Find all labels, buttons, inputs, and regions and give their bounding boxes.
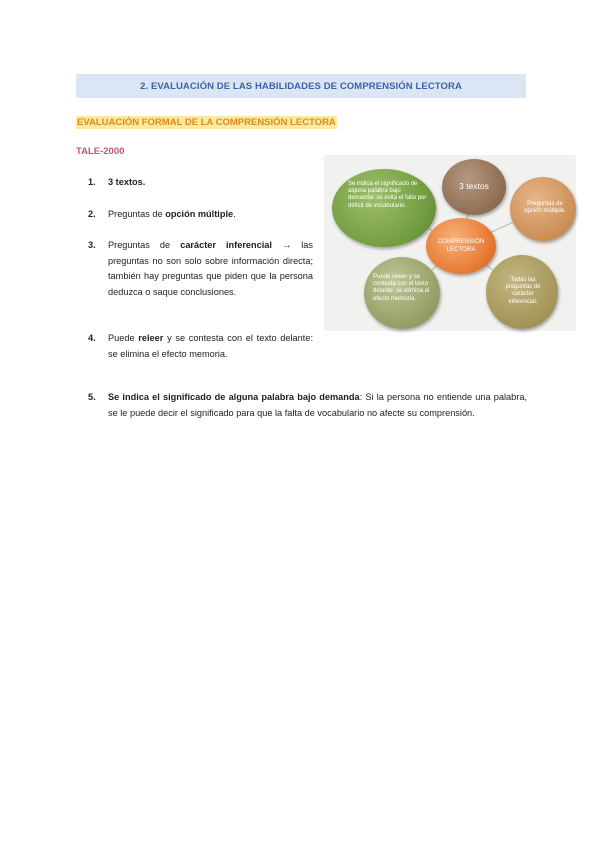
item-text-pre: Preguntas de: [108, 240, 181, 250]
node-multiple-choice: [510, 177, 576, 241]
node-texts-text: 3 textos: [459, 181, 489, 192]
item-text-post: y se contesta con el texto delante: se elimina el efecto memoria.: [108, 333, 313, 359]
item-text: [108, 238, 313, 300]
node-center-text: COMPRENSIÓN LECTORA: [437, 238, 485, 253]
item-number: 4.: [88, 333, 96, 343]
item-text-bold: carácter inferencial: [180, 240, 272, 250]
item-text: [108, 207, 308, 223]
node-multiple-choice-text: Preguntas de opción múltiple.: [524, 201, 566, 215]
section-title: 2. EVALUACIÓN DE LAS HABILIDADES DE COMPRENSIÓN LECTORA: [140, 80, 462, 92]
item-text-pre: Preguntas de: [108, 209, 166, 219]
item-text: 3 textos.: [108, 177, 146, 187]
test-name: TALE-2000: [76, 146, 125, 157]
node-vocabulary-text: Se indica el significado de alguna palabra bajo demanda: se evita el fallo por déficit de vocabulario.: [348, 181, 427, 209]
item-text-post: → las preguntas no son solo sobre información directa; también hay preguntas que piden que la persona deduzca o saque conclusiones.: [108, 240, 313, 297]
item-text-post: .: [233, 209, 236, 219]
node-reread: [364, 257, 440, 329]
node-inferential: [486, 255, 558, 329]
item-number: 1.: [88, 177, 96, 187]
node-center: [426, 218, 496, 274]
node-reread-text: Puede releer y se contesta con el texto delante: se elimina el efecto memoria.: [373, 274, 430, 302]
comprehension-diagram: [324, 155, 576, 331]
section-header: [76, 74, 526, 98]
item-text: [108, 390, 527, 421]
item-text: [108, 331, 313, 362]
item-number: 2.: [88, 209, 96, 219]
item-number: 5.: [88, 392, 96, 402]
node-inferential-text: Todas las preguntas de carácter inferencial.: [505, 277, 541, 305]
item-number: 3.: [88, 240, 96, 250]
node-vocabulary: [332, 169, 436, 247]
node-texts: [442, 159, 506, 215]
item-text-pre: Puede: [108, 333, 139, 343]
item-text-bold: releer: [138, 333, 164, 343]
item-text-bold: opción múltiple: [165, 209, 234, 219]
item-text-bold: Se indica el significado de alguna palabra bajo demanda: [108, 392, 360, 402]
subtitle: EVALUACIÓN FORMAL DE LA COMPRENSIÓN LECTORA: [77, 117, 336, 128]
item-text-post: : Si la persona no entiende una palabra, se le puede decir el significado para que la falta de vocabulario no afecte su comprensión.: [108, 392, 527, 418]
